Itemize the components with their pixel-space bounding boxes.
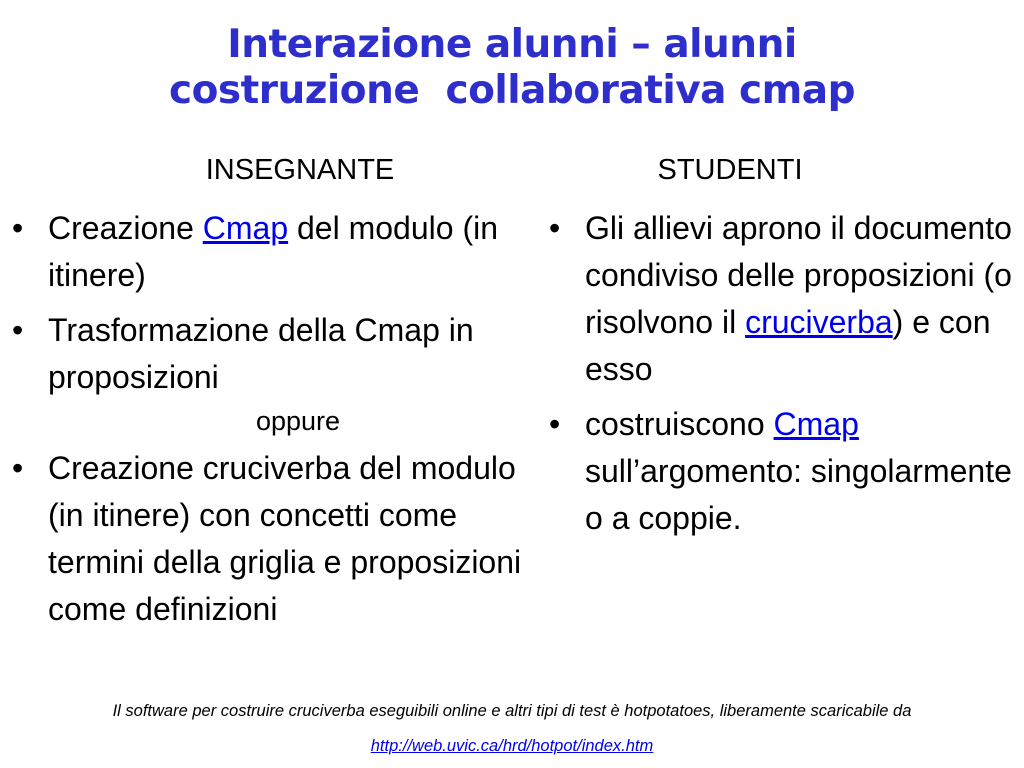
text-segment: ) e con esso: [585, 304, 991, 387]
teacher-column: [8, 205, 528, 633]
bullet-icon: •: [12, 210, 24, 246]
title-line-1: Interazione alunni – alunni: [227, 22, 797, 67]
bullet-text: [48, 205, 528, 299]
text-segment: del modulo (in itinere): [48, 210, 498, 293]
column-heading-teacher: INSEGNANTE: [205, 154, 395, 186]
oppure-label: oppure: [255, 406, 341, 436]
bullet-text: Trasformazione della Cmap in proposizioni: [48, 312, 474, 395]
bullet-text: Creazione cruciverba del modulo (in itinere) con concetti come termini della griglia e proposizioni come definizioni: [48, 450, 522, 627]
bullet-icon: •: [549, 210, 561, 246]
students-bullet-1: [545, 205, 1015, 393]
text-segment: Gli allievi aprono il documento condiviso delle proposizioni (o risolvono il: [585, 210, 1012, 340]
cmap-link[interactable]: Cmap: [202, 210, 289, 246]
teacher-bullet-1: [8, 205, 528, 299]
teacher-bullet-3: [8, 445, 528, 633]
text-segment: costruiscono: [585, 406, 774, 442]
cruciverba-link[interactable]: cruciverba: [745, 304, 893, 340]
footer-note: Il software per costruire cruciverba eseguibili online e altri tipi di test è hotpotatoes, liberamente scaricabile da: [112, 702, 912, 720]
slide-title: [0, 22, 1024, 114]
column-heading-students: STUDENTI: [657, 154, 803, 186]
bullet-icon: •: [12, 450, 24, 486]
teacher-bullet-2: [8, 307, 528, 401]
text-segment: sull’argomento: singolarmente o a coppie.: [585, 453, 1012, 536]
students-column: [545, 205, 1015, 542]
bullet-text: [585, 401, 1015, 542]
bullet-text: [585, 205, 1015, 393]
text-segment: Creazione: [48, 210, 203, 246]
hotpotatoes-url-link[interactable]: http://web.uvic.ca/hrd/hotpot/index.htm: [370, 737, 654, 755]
bullet-icon: •: [549, 406, 561, 442]
students-bullet-2: [545, 401, 1015, 542]
bullet-icon: •: [12, 312, 24, 348]
cmap-link[interactable]: Cmap: [773, 406, 859, 442]
title-line-2: costruzione collaborativa cmap: [168, 68, 856, 113]
